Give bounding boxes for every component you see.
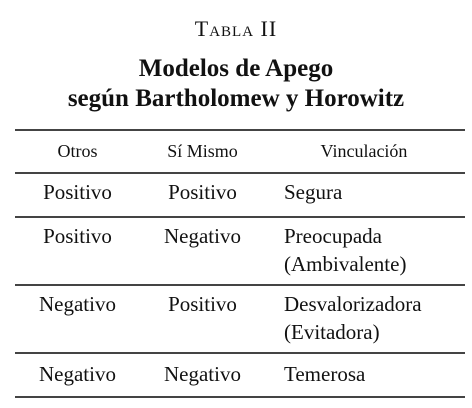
row-3-si-mismo: Positivo — [168, 292, 237, 316]
table-title-line-2: según Bartholomew y Horowitz — [67, 85, 405, 112]
table-title-line-1: Modelos de Apego — [138, 55, 334, 82]
header-otros: Otros — [57, 141, 98, 161]
row-4-si-mismo: Negativo — [164, 362, 241, 386]
table-number-label: Tabla II — [194, 16, 278, 41]
row-2-si-mismo: Negativo — [164, 224, 241, 248]
header-vinculacion: Vinculación — [320, 141, 408, 161]
row-1-si-mismo: Positivo — [168, 180, 237, 204]
header-rule — [15, 172, 465, 174]
row-divider-3 — [15, 352, 465, 354]
row-2-vinculacion-line-1: Preocupada — [284, 224, 382, 248]
row-4-otros: Negativo — [39, 362, 116, 386]
header-si-mismo: Sí Mismo — [167, 141, 238, 161]
row-divider-1 — [15, 216, 465, 218]
row-1-otros: Positivo — [43, 180, 112, 204]
top-rule — [15, 129, 465, 131]
row-3-otros: Negativo — [39, 292, 116, 316]
row-3-vinculacion-line-2: (Evitadora) — [284, 320, 380, 344]
row-3-vinculacion-line-1: Desvalorizadora — [284, 292, 422, 316]
row-4-vinculacion: Temerosa — [284, 362, 366, 386]
row-1-vinculacion: Segura — [284, 180, 343, 204]
row-2-otros: Positivo — [43, 224, 112, 248]
row-2-vinculacion-line-2: (Ambivalente) — [284, 252, 407, 276]
row-divider-2 — [15, 284, 465, 286]
bottom-rule — [15, 396, 465, 398]
